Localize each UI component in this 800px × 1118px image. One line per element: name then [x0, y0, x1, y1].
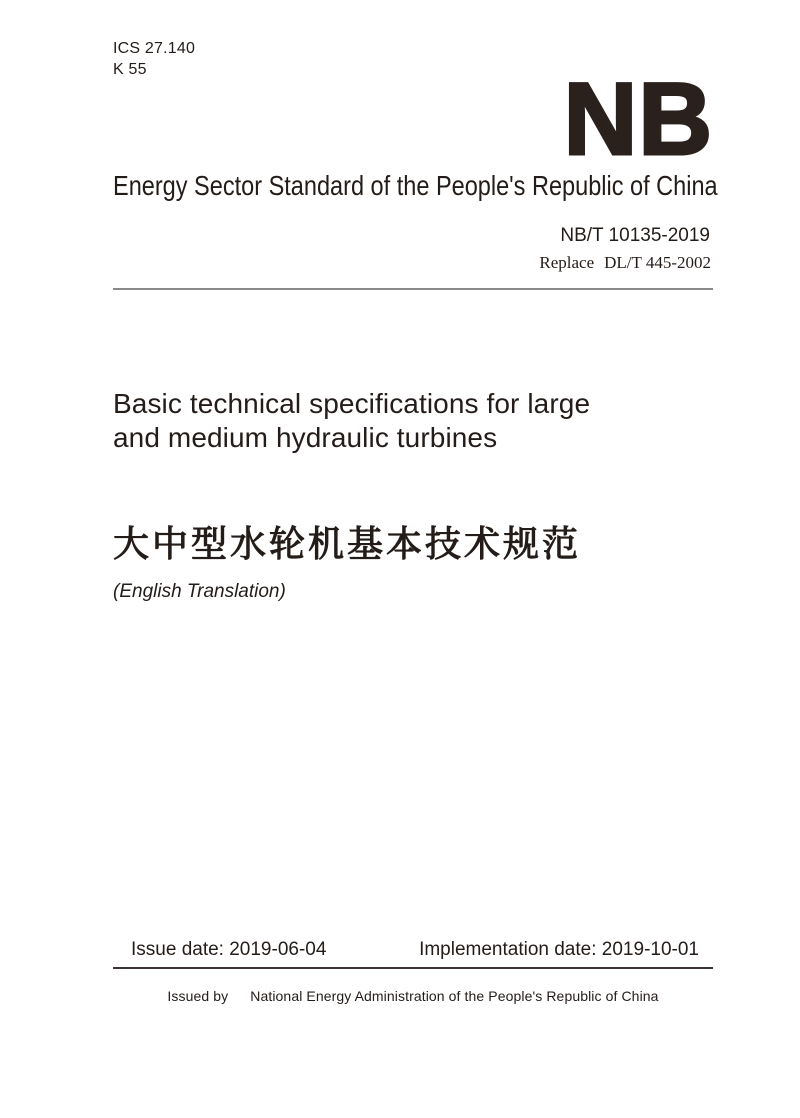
- issued-by-label: Issued by: [167, 988, 229, 1004]
- title-chinese: 大中型水轮机基本技术规范: [113, 523, 582, 564]
- issue-date-label: Issue date:: [131, 939, 224, 960]
- title-english-line1: Basic technical specifications for large: [113, 388, 591, 419]
- dates-row: [113, 939, 713, 961]
- implementation-date: [419, 939, 699, 961]
- implementation-date-value: 2019-10-01: [601, 939, 699, 960]
- title-english: [113, 387, 713, 455]
- replacement-note: [113, 253, 713, 273]
- implementation-date-label: Implementation date:: [419, 939, 597, 960]
- ics-code: ICS 27.140: [113, 40, 196, 57]
- title-english-line2: and medium hydraulic turbines: [113, 422, 498, 453]
- standard-type-text: Energy Sector Standard of the People's Republic of China: [113, 170, 718, 201]
- footer-divider-rule: [113, 967, 713, 969]
- standard-type-heading: [113, 170, 718, 202]
- doc-class-code: K 55: [113, 61, 147, 78]
- nb-logo: NB: [563, 62, 713, 176]
- issue-date: [131, 939, 326, 961]
- translation-note: (English Translation): [113, 581, 286, 602]
- replace-label: Replace: [539, 253, 595, 272]
- replaced-standard-code: DL/T 445-2002: [604, 253, 711, 272]
- standard-code: NB/T 10135-2019: [560, 225, 710, 246]
- issue-date-value: 2019-06-04: [229, 939, 327, 960]
- issuing-authority: National Energy Administration of the People's Republic of China: [250, 988, 659, 1004]
- issuer-row: [113, 988, 713, 1004]
- header-divider-rule: [113, 288, 713, 290]
